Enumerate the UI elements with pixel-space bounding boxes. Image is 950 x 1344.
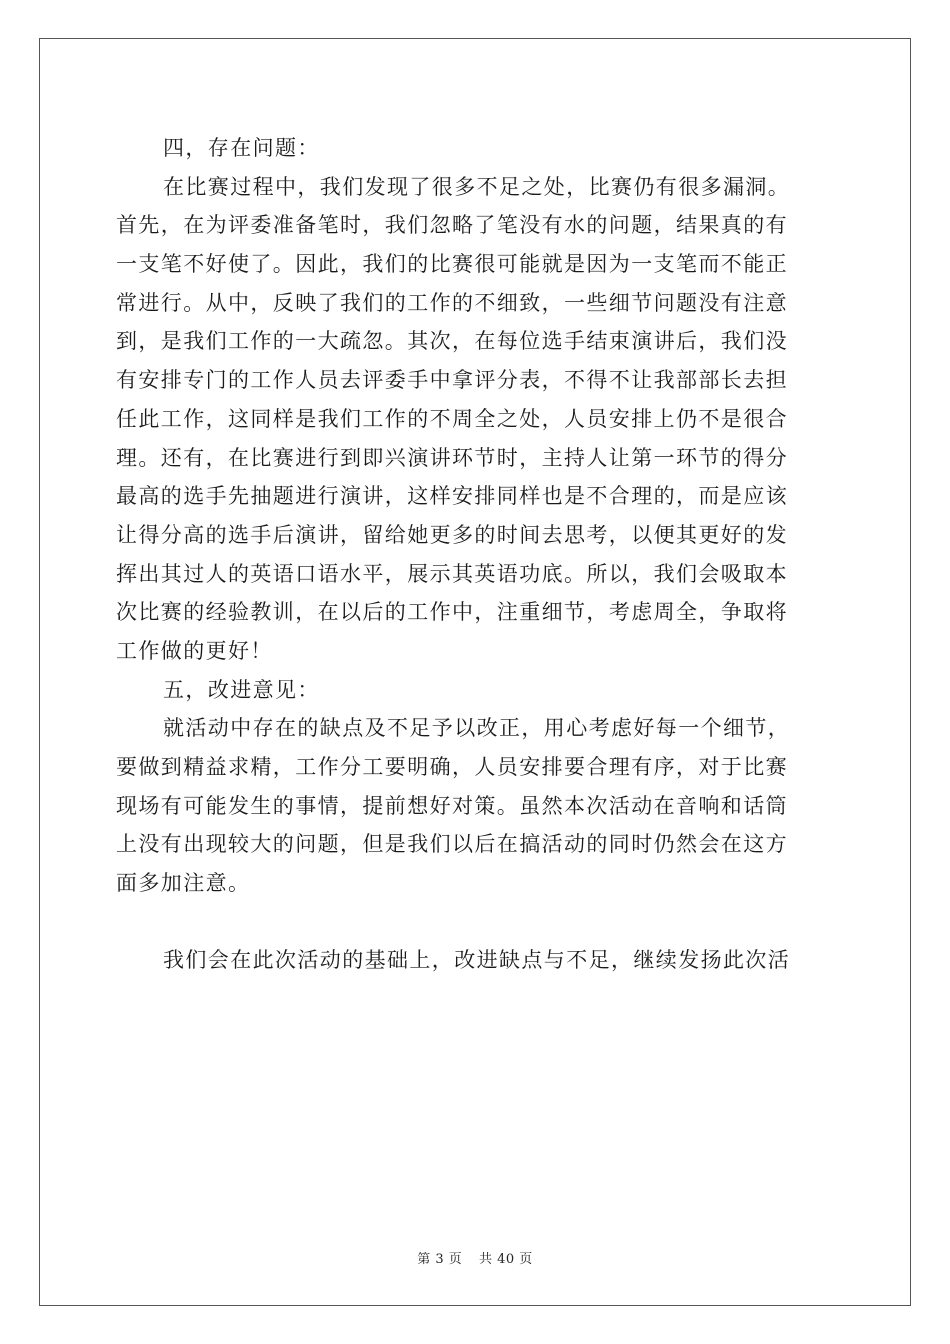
- text-line: 面多加注意。: [116, 871, 251, 896]
- page-total: 共 40 页: [478, 1252, 533, 1267]
- text-line: 一支笔不好使了。因此，我们的比赛很可能就是因为一支笔而不能正: [116, 252, 788, 277]
- text-line: 让得分高的选手后演讲，留给她更多的时间去思考，以便其更好的发: [116, 522, 788, 547]
- text-line: 上没有出现较大的问题，但是我们以后在搞活动的同时仍然会在这方: [116, 832, 788, 857]
- text-line: 常进行。从中，反映了我们的工作的不细致，一些细节问题没有注意: [116, 290, 788, 315]
- text-line: 在比赛过程中，我们发现了很多不足之处，比赛仍有很多漏洞。: [163, 174, 791, 199]
- text-line: 工作做的更好！: [116, 638, 273, 663]
- text-line: 最高的选手先抽题进行演讲，这样安排同样也是不合理的，而是应该: [116, 484, 788, 509]
- text-line: 五，改进意见：: [163, 677, 320, 702]
- page-footer: [0, 1248, 950, 1267]
- blank-line: [116, 903, 836, 942]
- document-body: [116, 129, 836, 980]
- text-line: 次比赛的经验教训，在以后的工作中，注重细节，考虑周全，争取将: [116, 600, 788, 625]
- text-line: 挥出其过人的英语口语水平，展示其英语功底。所以，我们会吸取本: [116, 561, 788, 586]
- text-line: 要做到精益求精，工作分工要明确，人员安排要合理有序，对于比赛: [116, 755, 788, 779]
- page-number: 第 3 页: [417, 1252, 463, 1267]
- text-line: 到，是我们工作的一大疏忽。其次，在每位选手结束演讲后，我们没: [116, 329, 788, 354]
- text-line: 就活动中存在的缺点及不足予以改正，用心考虑好每一个细节，: [163, 716, 791, 741]
- text-line: 理。还有，在比赛进行到即兴演讲环节时，主持人让第一环节的得分: [116, 445, 788, 470]
- text-line: 任此工作，这同样是我们工作的不周全之处，人员安排上仍不是很合: [116, 406, 788, 431]
- text-line: 现场有可能发生的事情，提前想好对策。虽然本次活动在音响和话筒: [116, 793, 788, 818]
- text-line: 我们会在此次活动的基础上，改进缺点与不足，继续发扬此次活: [163, 948, 791, 973]
- text-line: 首先，在为评委准备笔时，我们忽略了笔没有水的问题，结果真的有: [116, 213, 788, 238]
- text-line: 有安排专门的工作人员去评委手中拿评分表，不得不让我部部长去担: [116, 368, 788, 393]
- text-line: 四，存在问题：: [163, 136, 320, 160]
